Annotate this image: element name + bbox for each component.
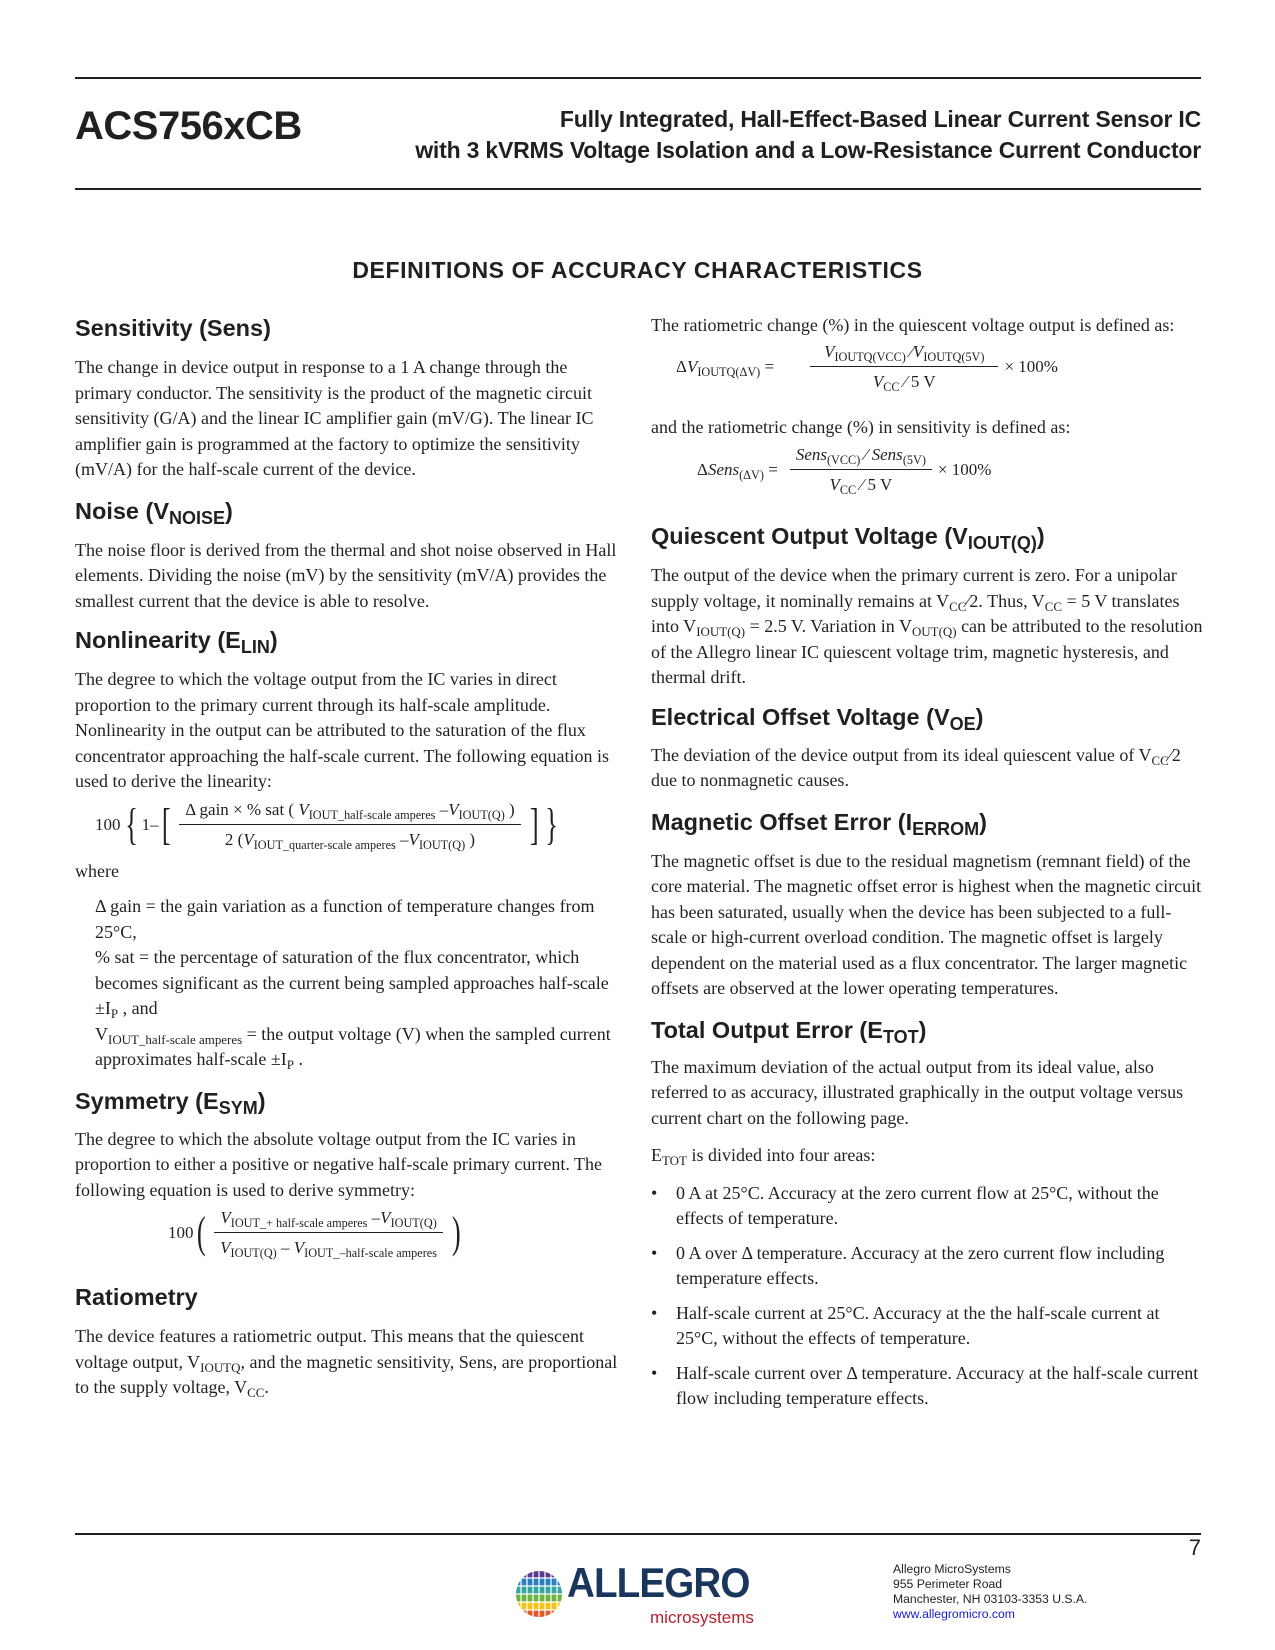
text-run: ) (975, 703, 984, 730)
subscript: LIN (240, 637, 270, 657)
text-run: Noise (V (75, 497, 170, 524)
math-variable: V (380, 1208, 391, 1227)
ratio-sens-intro (651, 415, 1203, 441)
subscript: IOUTQ(VCC) (834, 349, 906, 364)
symmetry-denominator (214, 1233, 443, 1259)
subscript: ERROM (912, 818, 980, 839)
subscript: CC (247, 1385, 265, 1400)
subscript: IOUT(Q) (696, 624, 746, 639)
text-run: ) (1036, 523, 1045, 549)
text-run: ) (225, 497, 233, 524)
website-link[interactable]: www.allegromicro.com (893, 1607, 1015, 1621)
math-variable: V (408, 829, 419, 849)
text-run: ) (979, 808, 987, 835)
text-run: = (763, 460, 778, 479)
subscript: CC (949, 598, 967, 614)
text-run: , and (118, 998, 158, 1018)
definition-percent-sat (95, 945, 627, 1022)
text-run: E (651, 1145, 662, 1165)
linearity-numerator (179, 799, 520, 825)
subscript: IOUT(Q) (230, 1246, 277, 1260)
subscript: IOUT_half-scale amperes (308, 807, 436, 822)
text-run: is divided into four areas: (686, 1145, 876, 1165)
heading-noise (75, 497, 627, 528)
math-variable: V (829, 475, 840, 494)
math-variable: Sens (795, 445, 827, 464)
text-run: , and the magnetic sensitivity, Sens, are proportional to the supply voltage, V (75, 1351, 618, 1397)
subscript: IOUT_+ half-scale amperes (230, 1216, 368, 1230)
header-top-rule (75, 77, 1201, 79)
street-address: 955 Perimeter Road (893, 1577, 1003, 1591)
eq2-denominator (823, 470, 898, 496)
subscript: IOUTQ(5V) (923, 349, 985, 364)
math-variable: V (872, 371, 884, 391)
text-run: can be attributed to the resolution of the Allegro linear IC quiescent voltage trim, magnetic hysteresis, and thermal drift. (651, 616, 1203, 687)
symmetry-numerator (214, 1207, 442, 1233)
footer-rule (75, 1533, 1201, 1535)
total-body (651, 1055, 1203, 1132)
ratio-intro (651, 313, 1203, 339)
subscript: IOUT(Q) (390, 1216, 437, 1230)
eq-factor: 100 (168, 1223, 194, 1242)
math-variable: V (298, 799, 309, 819)
eq1-multiplier: × 100% (1004, 356, 1058, 376)
areas-intro (651, 1143, 1203, 1169)
noise-body (75, 538, 627, 615)
nonlinearity-body (75, 667, 627, 795)
sensitivity-body (75, 355, 627, 483)
heading-total-output-error (651, 1016, 1203, 1047)
text-run: Nonlinearity (E (75, 627, 241, 653)
magnetic-body (651, 849, 1203, 1002)
right-column (651, 313, 1203, 1412)
left-column (75, 314, 627, 1401)
text-run: The maximum deviation of the actual output from its ideal value, also referred to as accuracy, illustrated graphically in the output voltage versus current chart on the following page. (651, 1056, 1184, 1128)
text-run: . (264, 1377, 269, 1397)
ratiometry-body (75, 1324, 627, 1401)
text-run: ⁄ 5 V (856, 475, 893, 494)
logo-tagline: microsystems (650, 1608, 754, 1627)
text-run: ) (257, 1087, 266, 1114)
text-run: – (276, 1238, 294, 1257)
text-run: Symmetry (E (75, 1087, 219, 1114)
text-run: The degree to which the voltage output from the IC varies in direct proportion to the primary current through its half-scale amplitude. Nonlinearity in the output can be attributed to the saturation of the flux concentrator approaching the half-scale current. The following equation is used to derive the linearity: (75, 669, 609, 791)
linearity-equation (95, 799, 627, 851)
text-run: = (760, 356, 775, 376)
subtitle-line-1: Fully Integrated, Hall-Effect-Based Linear Current Sensor IC (559, 106, 1201, 132)
where-label: where (75, 860, 119, 881)
text-run: ) (465, 829, 476, 849)
heading-electrical-offset (651, 703, 1203, 734)
eq2-numerator (790, 444, 932, 470)
eq-factor: 100 (95, 814, 121, 834)
bullet-item (651, 1361, 1203, 1412)
math-variable: Sens (871, 445, 903, 464)
text-run: ⁄ (860, 445, 872, 464)
subscript: (VCC) (826, 453, 861, 467)
heading-sensitivity: Sensitivity (Sens) (75, 315, 271, 341)
text-run: The deviation of the device output from its ideal quiescent value of V (651, 744, 1152, 765)
definition-vout-half-scale (95, 1022, 627, 1073)
bracket-close: ] (529, 799, 539, 849)
heading-quiescent-output (651, 522, 1203, 553)
paren-close: ) (451, 1208, 461, 1257)
text-run: = the output voltage (V) when the sampled current approximates half-scale ±I (95, 1023, 611, 1069)
text-run: The noise floor is derived from the thermal and shot noise observed in Hall elements. Dividing the noise (mV) by the sensitivity (mV/A) provides the smallest current that the device is able to resolve. (75, 539, 617, 611)
text-run: Quiescent Output Voltage (V (651, 523, 968, 549)
company-name: Allegro MicroSystems (893, 1562, 1011, 1576)
text-run: Electrical Offset Voltage (V (651, 703, 950, 730)
subscript: TOT (662, 1153, 687, 1168)
symmetry-fraction (214, 1207, 443, 1259)
text-run: . (294, 1049, 304, 1069)
text-run: ⁄2 due to nonmagnetic causes. (651, 744, 1181, 790)
text-run: ⁄ (905, 341, 913, 361)
text-run: The device features a ratiometric output. This means that the quiescent voltage output, V (75, 1326, 584, 1372)
subscript: IOUTQ(ΔV) (697, 364, 761, 379)
text-run: 0 A at 25°C. Accuracy at the zero current flow at 25°C, without the effects of temperature. (676, 1182, 1159, 1228)
subscript: IOUT(Q) (458, 807, 505, 822)
subscript: SYM (218, 1097, 258, 1118)
eq1-denominator (867, 367, 942, 393)
text-run: Half-scale current at 25°C. Accuracy at the the half-scale current at 25°C, without the effects of temperature. (676, 1302, 1160, 1348)
math-variable: V (220, 1208, 231, 1227)
logo-wordmark: ALLEGRO (567, 1559, 750, 1606)
city-address: Manchester, NH 03103-3353 U.S.A. (893, 1592, 1088, 1606)
document-subtitle (415, 104, 1201, 166)
text-run: Half-scale current over Δ temperature. Accuracy at the half-scale current flow including temperature effects. (676, 1362, 1199, 1408)
eq2-lhs (697, 459, 778, 481)
ratiometric-sens-equation (697, 444, 1203, 496)
header-bottom-rule (75, 188, 1201, 190)
subscript: NOISE (169, 507, 226, 528)
subscript: (5V) (902, 453, 926, 467)
text-run: Δ (697, 460, 708, 479)
text-run: 2 ( (224, 829, 244, 849)
eq-one-minus: 1– (141, 814, 159, 834)
text-run: – (435, 799, 449, 819)
text-run: and the ratiometric change (%) in sensitivity is defined as: (651, 416, 1071, 437)
subscript: P (110, 1006, 119, 1021)
bullet-item (651, 1181, 1203, 1232)
linearity-fraction (179, 799, 520, 851)
text-run: – (395, 829, 409, 849)
text-run: ⁄ 5 V (899, 371, 936, 391)
subscript: IOUT_–half-scale amperes (304, 1246, 437, 1260)
math-variable: Sens (707, 460, 740, 479)
subscript: IOUT_quarter-scale amperes (253, 837, 396, 852)
text-run: The degree to which the absolute voltage output from the IC varies in proportion to either a positive or negative half-scale primary current. The following equation is used to derive symmetry: (75, 1128, 602, 1200)
subscript: OUT(Q) (911, 624, 957, 639)
allegro-logo-graphic (515, 1567, 565, 1619)
symmetry-body (75, 1127, 627, 1204)
math-variable: V (912, 341, 924, 361)
text-run: = 2.5 V. Variation in V (745, 616, 912, 636)
heading-symmetry (75, 1087, 627, 1118)
eq1-lhs (676, 356, 774, 378)
text-run: The change in device output in response to a 1 A change through the primary conductor. The sensitivity is the product of the magnetic circuit sensitivity (G/A) and the linear IC amplifier gain (mV/G). The linear IC amplifier gain is programmed at the factory to optimize the sensitivity (mV/A) for the half-scale current of the device. (75, 357, 594, 479)
bullet-item (651, 1301, 1203, 1352)
page-number: 7 (1188, 1535, 1201, 1560)
bullet-item (651, 1241, 1203, 1292)
eq1-fraction (810, 341, 998, 393)
subscript: CC (883, 379, 900, 394)
text-run: % sat = the percentage of saturation of the flux concentrator, which becomes significant as the current being sampled approaches half-scale ±I (95, 947, 609, 1018)
text-run: ) (504, 799, 515, 819)
eq1-numerator (810, 341, 998, 367)
subscript: P (286, 1057, 295, 1072)
text-run: The output of the device when the primary current is zero. For a unipolar supply voltage, it nominally remains at V (651, 565, 1177, 611)
text-run: – (367, 1208, 381, 1227)
brace-close: } (545, 799, 559, 849)
subscript: CC (1044, 598, 1063, 614)
subtitle-line-2: with 3 kVRMS Voltage Isolation and a Low-Resistance Current Conductor (415, 137, 1201, 163)
text-run: Total Output Error (E (651, 1016, 883, 1043)
company-address (893, 1562, 1087, 1622)
eq2-multiplier: × 100% (937, 460, 992, 479)
text-run: ) (269, 627, 278, 653)
text-run: The ratiometric change (%) in the quiescent voltage output is defined as: (651, 315, 1175, 335)
math-variable: V (220, 1238, 231, 1257)
allegro-logo (515, 1559, 775, 1629)
text-run: = 5 V translates into V (651, 590, 1180, 636)
bracket-open: [ (161, 799, 171, 849)
text-run: Magnetic Offset Error (I (651, 808, 913, 835)
definition-delta-gain (95, 894, 627, 945)
text-run: Δ (676, 356, 687, 376)
text-run: Δ gain = the gain variation as a function of temperature changes from 25°C, (95, 896, 595, 942)
offset-body (651, 743, 1203, 794)
heading-magnetic-offset (651, 808, 1203, 839)
paren-open: ( (196, 1208, 206, 1257)
math-variable: V (824, 341, 835, 361)
subscript: IOUT(Q) (418, 837, 466, 852)
subscript: CC (839, 483, 857, 497)
subscript: IOUT_half-scale amperes (108, 1031, 243, 1047)
subscript: IOUTQ (200, 1359, 241, 1375)
linearity-denominator (219, 825, 481, 851)
subscript: TOT (882, 1026, 919, 1047)
eq2-fraction (790, 444, 932, 496)
math-variable: V (686, 356, 698, 376)
part-number: ACS756xCB (75, 104, 302, 148)
text-run: ⁄2. Thus, V (966, 590, 1045, 611)
text-run: 0 A over Δ temperature. Accuracy at the zero current flow including temperature effects. (676, 1242, 1165, 1288)
heading-ratiometry: Ratiometry (75, 1284, 198, 1310)
math-variable: V (293, 1238, 305, 1257)
brace-open: { (124, 799, 138, 849)
section-title: DEFINITIONS OF ACCURACY CHARACTERISTICS (352, 257, 923, 283)
text-run: ) (918, 1016, 927, 1043)
quiescent-body (651, 563, 1203, 691)
subscript: (ΔV) (739, 468, 764, 482)
subscript: IOUT(Q) (967, 533, 1037, 553)
math-variable: V (448, 799, 459, 819)
symmetry-equation (168, 1207, 627, 1259)
heading-nonlinearity (75, 626, 627, 657)
text-run: V (95, 1023, 108, 1044)
subscript: OE (949, 713, 976, 734)
subscript: CC (1151, 752, 1169, 768)
math-variable: V (243, 829, 254, 849)
definition-list (75, 894, 627, 1073)
ratiometric-vioutq-equation (676, 341, 1203, 393)
text-run: Δ gain × % sat ( (185, 799, 299, 819)
text-run: The magnetic offset is due to the residual magnetism (remnant field) of the core material. The magnetic offset error is highest when the magnetic circuit has been saturated, usually when the device has been subjected to a full-scale or high-current overload condition. The magnetic offset is largely dependent on the material used as a flux concentrator. The larger magnetic offsets are observed at the lower operating temperatures. (651, 850, 1202, 998)
